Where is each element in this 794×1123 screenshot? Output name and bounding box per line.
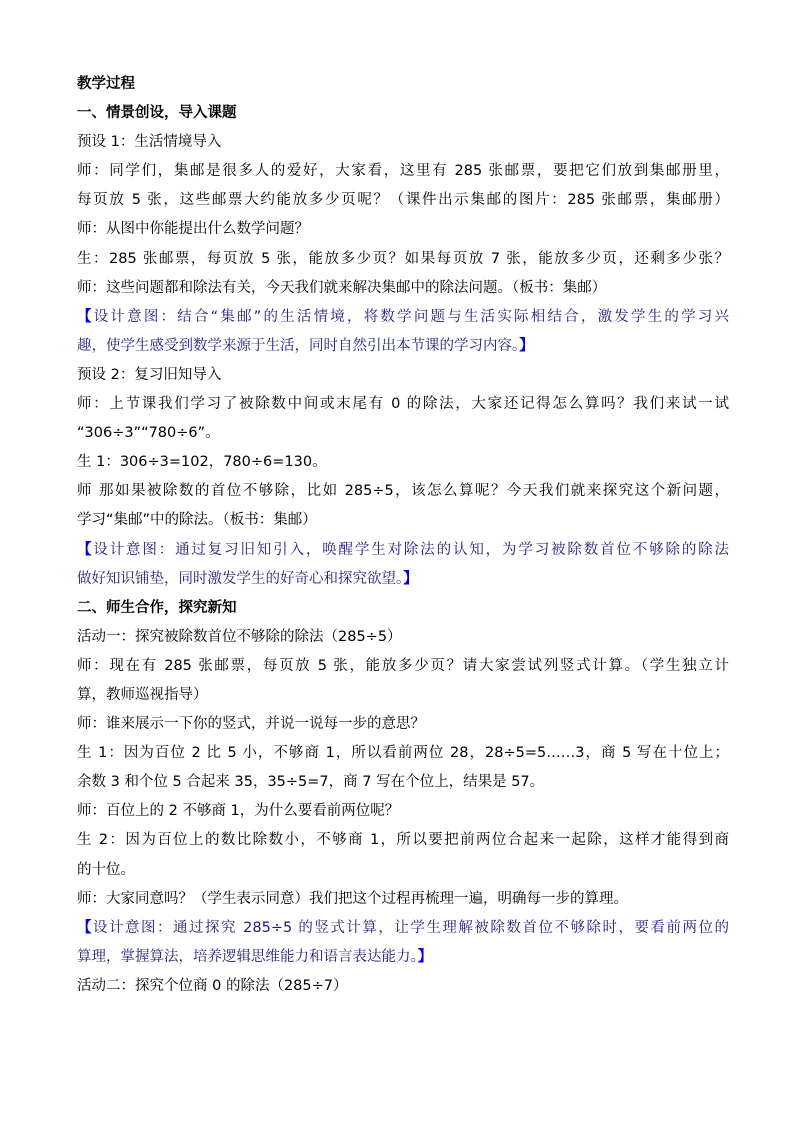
line-text: 师：从图中你能提出什么数学问题？ — [77, 221, 309, 238]
text-line — [77, 186, 729, 215]
text-line — [77, 215, 729, 244]
text-line — [77, 623, 729, 652]
line-text: 设计意图：通过探究 285÷5 的竖式计算，让学生理解被除数首位不够除时，要看前两位的 — [93, 919, 729, 936]
text-line — [77, 390, 729, 419]
text-line — [77, 797, 729, 826]
document-body — [77, 70, 729, 1001]
text-line — [77, 448, 729, 477]
line-text: 师：现在有 285 张邮票，每页放 5 张，能放多少页？请大家尝试列竖式计算。（学生独立计 — [77, 657, 729, 674]
line-text: 生 1：306÷3=102，780÷6=130。 — [77, 454, 327, 471]
line-text: 预设 1：生活情境导入 — [77, 134, 222, 151]
line-text: 余数 3 和个位 5 合起来 35，35÷5=7，商 7 写在个位上，结果是 57。 — [77, 774, 545, 791]
design-intent-line — [77, 914, 729, 943]
line-text: 算理，掌握算法，培养逻辑思维能力和语言表达能力。 — [77, 948, 418, 965]
line-text: 师：同学们，集邮是很多人的爱好，大家看，这里有 285 张邮票，要把它们放到集邮册里， — [77, 163, 729, 180]
text-line — [77, 885, 729, 914]
line-text: 设计意图：结合“集邮”的生活情境，将数学问题与生活实际相结合，激发学生的学习兴 — [93, 308, 729, 325]
line-text: 二、师生合作，探究新知 — [77, 599, 237, 616]
line-text: 师：谁来展示一下你的竖式，并说一说每一步的意思？ — [77, 716, 425, 733]
text-line — [77, 419, 729, 448]
close-bracket: 】 — [417, 948, 433, 965]
line-text: 的十位。 — [77, 861, 135, 878]
line-text: 师 那如果被除数的首位不够除，比如 285÷5，该怎么算呢？今天我们就来探究这个新问题， — [77, 483, 729, 500]
text-line — [77, 768, 729, 797]
line-text: 教学过程 — [77, 76, 135, 92]
open-bracket: 【 — [77, 541, 94, 558]
line-text: 学习“集邮”中的除法。（板书：集邮） — [77, 512, 317, 529]
section-heading — [77, 594, 729, 623]
line-text: 师：百位上的 2 不够商 1，为什么要看前两位呢？ — [77, 803, 400, 820]
text-line — [77, 477, 729, 506]
line-text: 活动二：探究个位商 0 的除法（285÷7） — [77, 977, 348, 994]
line-text: 每页放 5 张，这些邮票大约能放多少页呢？（课件出示集邮的图片：285 张邮票，集邮册） — [77, 192, 729, 209]
design-intent-line — [77, 943, 729, 972]
line-text: 师：这些问题都和除法有关，今天我们就来解决集邮中的除法问题。（板书：集邮） — [77, 279, 607, 296]
line-text: 师：大家同意吗？（学生表示同意）我们把这个过程再梳理一遍，明确每一步的算理。 — [77, 890, 628, 907]
line-text: 预设 2：复习旧知导入 — [77, 366, 222, 383]
text-line — [77, 361, 729, 390]
line-text: 设计意图：通过复习旧知引入，唤醒学生对除法的认知，为学习被除数首位不够除的除法 — [93, 541, 729, 558]
text-line — [77, 710, 729, 739]
design-intent-line — [77, 536, 729, 565]
close-bracket: 】 — [519, 337, 534, 354]
text-line — [77, 826, 729, 855]
line-text: 趣，使学生感受到数学来源于生活，同时自然引出本节课的学习内容。 — [77, 337, 520, 354]
design-intent-line — [77, 332, 729, 361]
line-text: 做好知识铺垫，同时激发学生的好奇心和探究欲望。 — [77, 570, 404, 587]
line-text: 算，教师巡视指导） — [77, 686, 208, 703]
design-intent-line — [77, 565, 729, 594]
open-bracket: 【 — [77, 919, 94, 936]
open-bracket: 【 — [77, 308, 94, 325]
line-text: 师：上节课我们学习了被除数中间或末尾有 0 的除法，大家还记得怎么算吗？我们来试一试 — [77, 396, 729, 413]
text-line — [77, 245, 729, 274]
section-heading — [77, 99, 729, 128]
close-bracket: 】 — [403, 570, 418, 587]
section-heading — [77, 70, 729, 99]
text-line — [77, 652, 729, 681]
text-line — [77, 506, 729, 535]
line-text: 一、情景创设，导入课题 — [77, 105, 237, 122]
text-line — [77, 128, 729, 157]
text-line — [77, 157, 729, 186]
line-text: 活动一：探究被除数首位不够除的除法（285÷5） — [77, 628, 402, 645]
text-line — [77, 739, 729, 768]
line-text: 生 1：因为百位 2 比 5 小，不够商 1，所以看前两位 28，28÷5=5……3，商 5 写在十位上； — [77, 745, 729, 762]
text-line — [77, 681, 729, 710]
text-line — [77, 972, 729, 1001]
line-text: 生 2：因为百位上的数比除数小，不够商 1，所以要把前两位合起来一起除，这样才能得到商 — [77, 832, 729, 849]
line-text: “306÷3”“780÷6”。 — [77, 425, 220, 442]
text-line — [77, 274, 729, 303]
design-intent-line — [77, 303, 729, 332]
text-line — [77, 856, 729, 885]
line-text: 生：285 张邮票，每页放 5 张，能放多少页？如果每页放 7 张，能放多少页，还剩多少张？ — [77, 250, 729, 267]
